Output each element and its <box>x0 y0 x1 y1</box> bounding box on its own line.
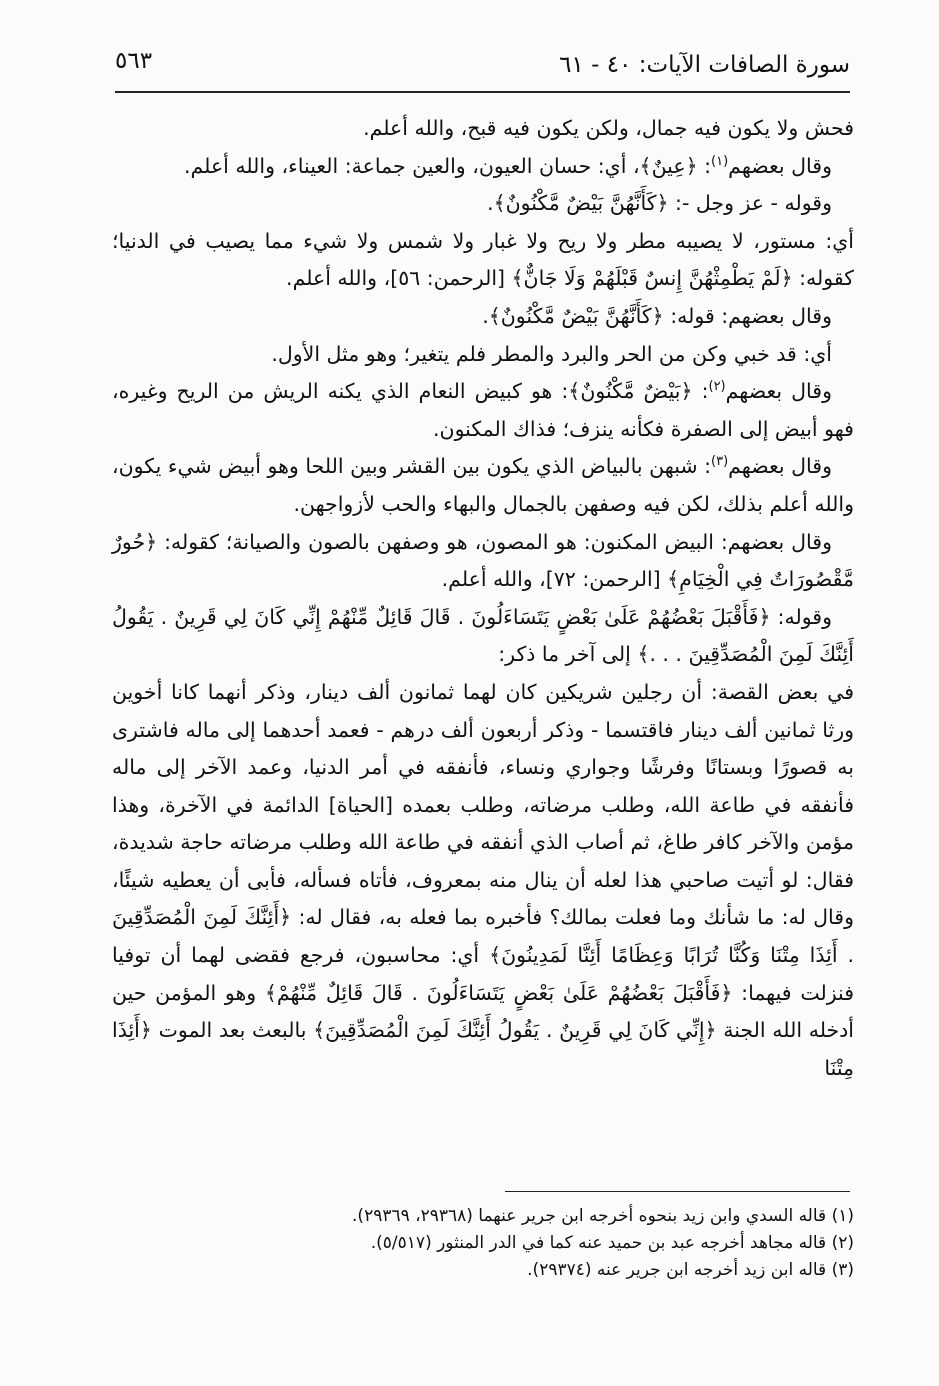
footnote-ref: (٣) <box>711 454 729 470</box>
page-header <box>115 48 850 88</box>
paragraph: أي: مستور، لا يصيبه مطر ولا ريح ولا غبار ولا شمس ولا شيء مما يصيب في الدنيا؛ كقوله: ﴿لَمْ يَطْمِثْهُنَّ إِنسٌ قَبْلَهُمْ وَلَا جَانٌّ﴾ [الرحمن: ٥٦]، والله أعلم. <box>112 228 854 291</box>
paragraph: فحش ولا يكون فيه جمال، ولكن يكون فيه قبح، والله أعلم. <box>363 116 854 140</box>
footnote-ref: (٢) <box>708 379 726 395</box>
paragraph-text: وقال بعضهم <box>728 454 832 479</box>
paragraph: أي: قد خبي وكن من الحر والبرد والمطر فلم يتغير؛ وهو مثل الأول. <box>271 341 832 366</box>
paragraph <box>112 148 854 186</box>
paragraph <box>112 448 854 523</box>
footnote-ref: (١) <box>711 153 729 169</box>
footnote: (٣) قاله ابن زيد أخرجه ابن جرير عنه (٢٩٣٧٤). <box>527 1260 854 1280</box>
paragraph-text: وقال بعضهم <box>725 379 832 404</box>
page-number: ٥٦٣ <box>115 48 153 74</box>
paragraph: وقوله: ﴿فَأَقْبَلَ بَعْضُهُمْ عَلَىٰ بَعْضٍ يَتَسَاءَلُونَ . قَالَ قَائِلٌ مِّنْهُمْ إِنِّي كَانَ لِي قَرِينٌ . يَقُولُ أَئِنَّكَ لَمِنَ الْمُصَدِّقِينَ . . .﴾ إلى آخر ما ذكر: <box>112 604 854 667</box>
paragraph: في بعض القصة: أن رجلين شريكين كان لهما ثمانون ألف دينار، وذكر أنهما كانا أخوين ورثا ثمانين ألف دينار فاقتسما - وذكر أربعون ألف درهم - فعمد أحدهما إلى ماله فاشترى به قصورًا وبستانًا وفرشًا وجواري ونساء، فأنفقه في أمر الدنيا، وعمد الآخر إلى ماله فأنفقه في طاعة الله، وطلب مرضاته، وطلب بعمده [الحياة] الدائمة في الآخرة، وهذا مؤمن والآخر كافر طاغ، ثم أصاب الذي أنفقه في طاعة الله وطلب مرضاته حاجة شديدة، فقال: لو أتيت صاحبي هذا لعله أن ينال منه بمعروف، فأتاه فسأله، فأبى أن يعطيه شيئًا، وقال له: ما شأنك وما فعلت بمالك؟ فأخبره بما فعله به، فقال له: ﴿أَئِنَّكَ لَمِنَ الْمُصَدِّقِينَ . أَئِذَا مِتْنَا وَكُنَّا تُرَابًا وَعِظَامًا أَئِنَّا لَمَدِينُونَ﴾ أي: محاسبون، فرجع فقضى لهما أن توفيا فنزلت فيهما: ﴿فَأَقْبَلَ بَعْضُهُمْ عَلَىٰ بَعْضٍ يَتَسَاءَلُونَ . قَالَ قَائِلٌ مِّنْهُمْ﴾ وهو المؤمن حين أدخله الله الجنة ﴿إِنِّي كَانَ لِي قَرِينٌ . يَقُولُ أَئِنَّكَ لَمِنَ الْمُصَدِّقِينَ﴾ بالبعث بعد الموت ﴿أَئِذَا مِتْنَا <box>112 679 854 1080</box>
paragraph: وقوله - عز وجل -: ﴿كَأَنَّهُنَّ بَيْضٌ مَّكْنُونٌ﴾. <box>487 191 832 216</box>
paragraph-text: : ﴿بَيْضٌ مَّكْنُونٌ﴾: هو كبيض النعام الذي يكنه الريش من الريح وغيره، فهو أبيض إلى الصفرة فكأنه ينزف؛ فذاك المكنون. <box>112 379 854 441</box>
paragraph <box>112 373 854 448</box>
running-title: سورة الصافات الآيات: ٤٠ - ٦١ <box>559 52 850 78</box>
paragraph-text: : شبهن بالبياض الذي يكون بين القشر وبين اللحا وهو أبيض شيء يكون، والله أعلم بذلك، لكن فيه وصفهن بالجمال والبهاء والحب لأزواجهن. <box>112 454 854 516</box>
paragraph-text: وقال بعضهم <box>728 153 832 178</box>
header-rule <box>115 91 850 93</box>
footnote: (٢) قاله مجاهد أخرجه عبد بن حميد عنه كما في الدر المنثور (٥/٥١٧). <box>370 1233 854 1253</box>
paragraph: وقال بعضهم: البيض المكنون: هو المصون، هو وصفهن بالصون والصيانة؛ كقوله: ﴿حُورٌ مَّقْصُورَاتٌ فِي الْخِيَامِ﴾ [الرحمن: ٧٢]، والله أعلم. <box>112 529 854 592</box>
paragraph: وقال بعضهم: قوله: ﴿كَأَنَّهُنَّ بَيْضٌ مَّكْنُونٌ﴾. <box>482 303 832 328</box>
footnote-rule <box>505 1191 850 1192</box>
paragraph-text: : ﴿عِينٌ﴾، أي: حسان العيون، والعين جماعة: العيناء، والله أعلم. <box>184 153 712 178</box>
main-text <box>112 110 854 1087</box>
footnotes <box>112 1203 854 1284</box>
footnote: (١) قاله السدي وابن زيد بنحوه أخرجه ابن جرير عنهما (٢٩٣٦٨، ٢٩٣٦٩). <box>352 1206 854 1226</box>
